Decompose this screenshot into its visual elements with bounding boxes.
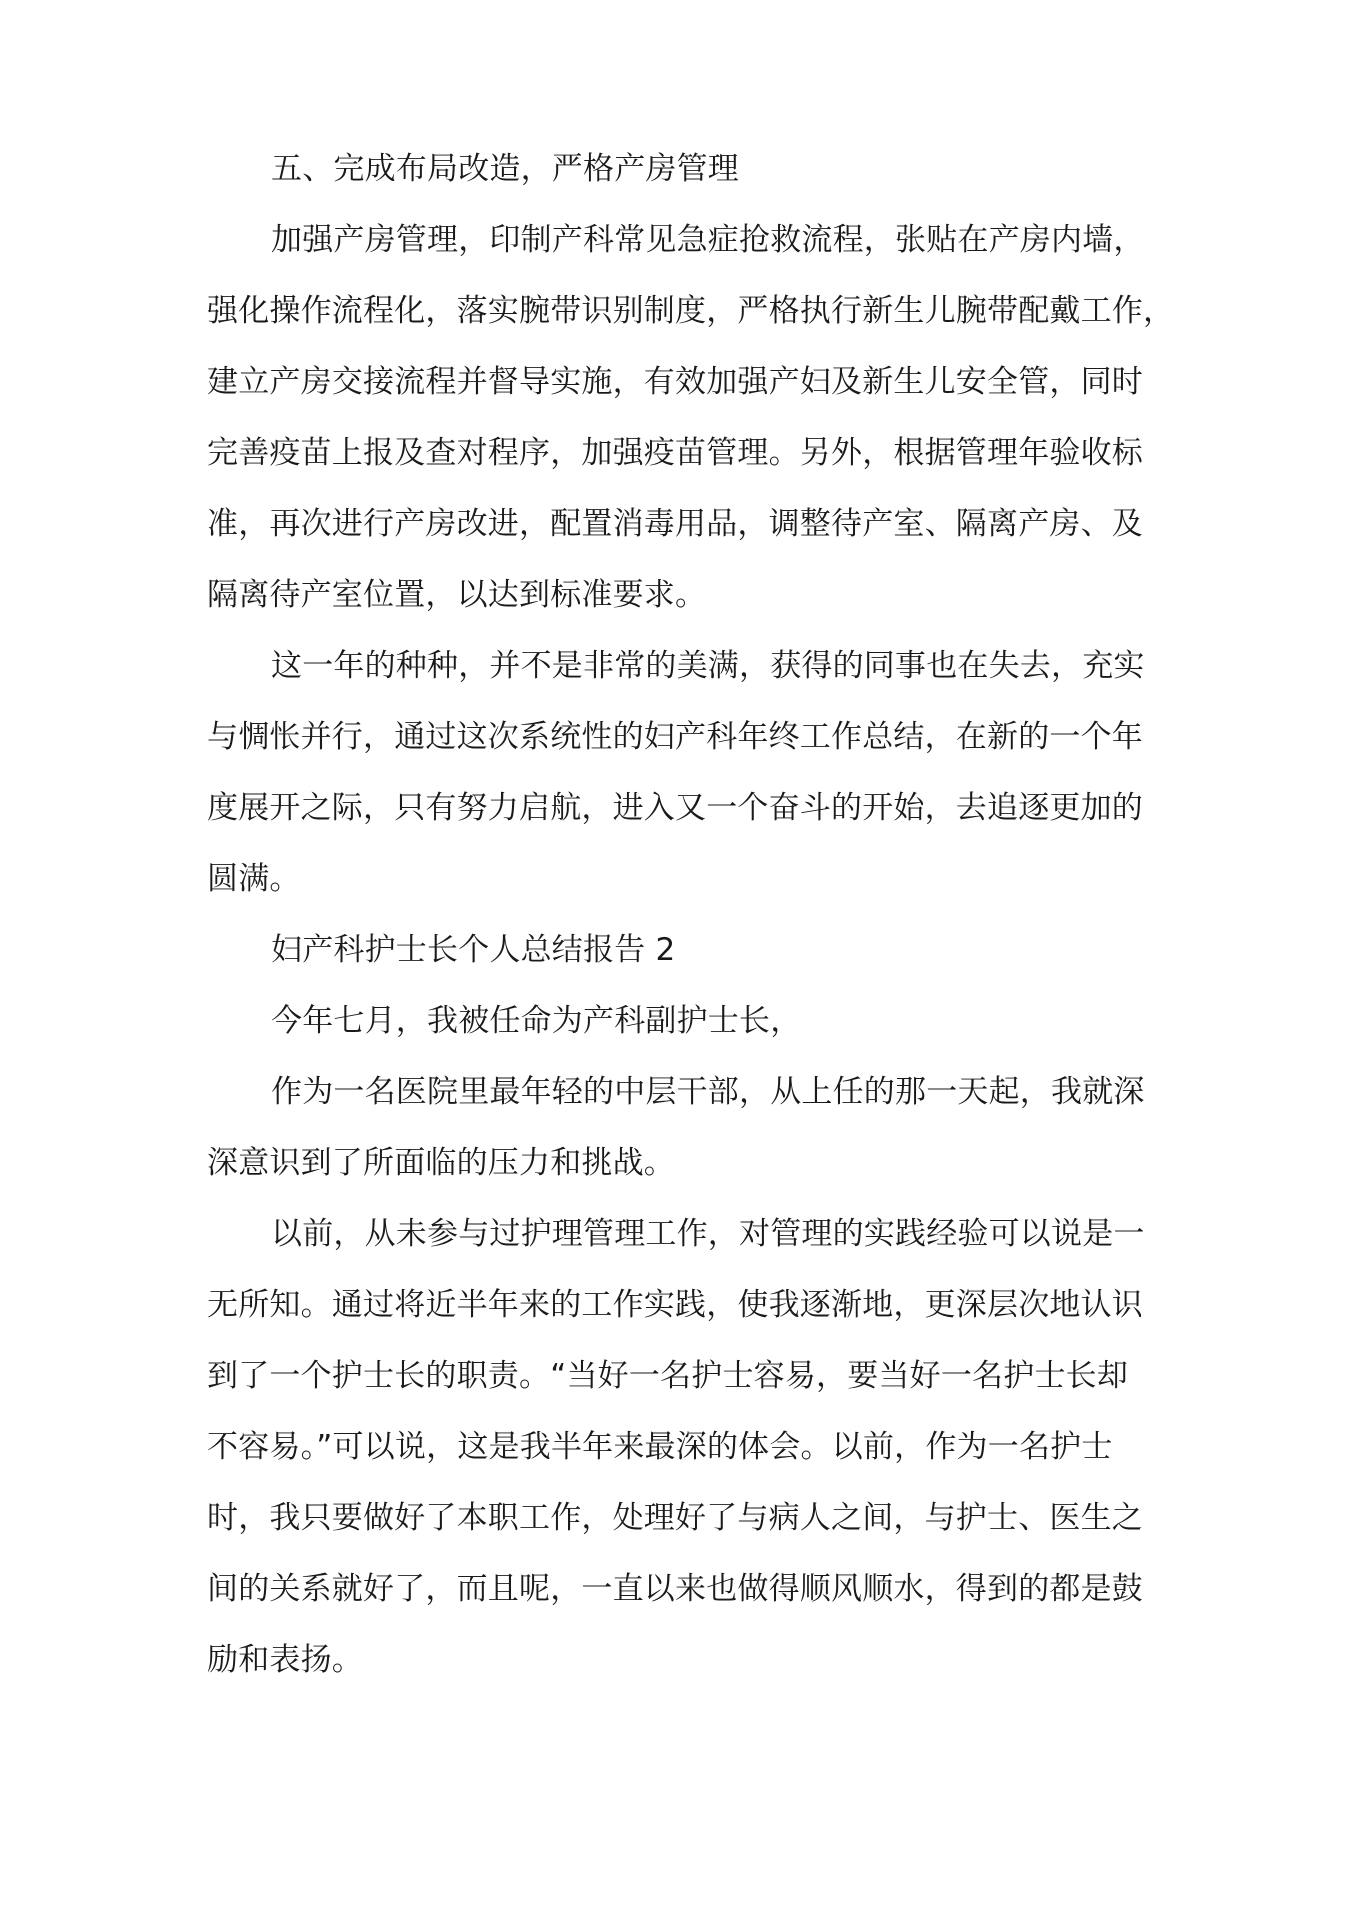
text-line: 不容易。”可以说，这是我半年来最深的体会。以前，作为一名护士: [207, 1429, 1113, 1465]
document-body: [207, 138, 1182, 1700]
text-line: 建立产房交接流程并督导实施，有效加强产妇及新生儿安全管，同时: [207, 364, 1143, 400]
text-line: 完善疫苗上报及查对程序，加强疫苗管理。另外，根据管理年验收标: [207, 435, 1143, 471]
text-line: 时，我只要做好了本职工作，处理好了与病人之间，与护士、医生之: [207, 1500, 1143, 1536]
section-heading: [207, 919, 1182, 990]
text-line: 无所知。通过将近半年来的工作实践，使我逐渐地，更深层次地认识: [207, 1287, 1143, 1323]
text-line: 圆满。: [207, 861, 301, 897]
text-line: 深意识到了所面临的压力和挑战。: [207, 1145, 675, 1181]
paragraph: [207, 635, 1182, 919]
text-line: 作为一名医院里最年轻的中层干部，从上任的那一天起，我就深: [271, 1074, 1145, 1110]
text-line: 妇产科护士长个人总结报告 2: [271, 932, 676, 968]
text-line: 度展开之际，只有努力启航，进入又一个奋斗的开始，去追逐更加的: [207, 790, 1143, 826]
paragraph: [207, 1061, 1182, 1203]
text-line: 励和表扬。: [207, 1642, 363, 1678]
text-line: 这一年的种种，并不是非常的美满，获得的同事也在失去，充实: [271, 648, 1145, 684]
paragraph: [207, 209, 1182, 635]
paragraph: [207, 990, 1182, 1061]
text-line: 与惆怅并行，通过这次系统性的妇产科年终工作总结，在新的一个年: [207, 719, 1143, 755]
text-line: 隔离待产室位置，以达到标准要求。: [207, 577, 707, 613]
text-line: 强化操作流程化，落实腕带识别制度，严格执行新生儿腕带配戴工作，: [207, 293, 1175, 329]
text-line: 准，再次进行产房改进，配置消毒用品，调整待产室、隔离产房、及: [207, 506, 1143, 542]
text-line: 间的关系就好了，而且呢，一直以来也做得顺风顺水，得到的都是鼓: [207, 1571, 1143, 1607]
paragraph: [207, 1203, 1182, 1700]
section-heading: [207, 138, 1182, 209]
text-line: 以前，从未参与过护理管理工作，对管理的实践经验可以说是一: [271, 1216, 1145, 1252]
text-line: 今年七月，我被任命为产科副护士长，: [271, 1003, 802, 1039]
text-line: 到了一个护士长的职责。“当好一名护士容易，要当好一名护士长却: [207, 1358, 1129, 1394]
text-line: 五、完成布局改造，严格产房管理: [271, 151, 739, 187]
text-line: 加强产房管理，印制产科常见急症抢救流程，张贴在产房内墙，: [271, 222, 1145, 258]
